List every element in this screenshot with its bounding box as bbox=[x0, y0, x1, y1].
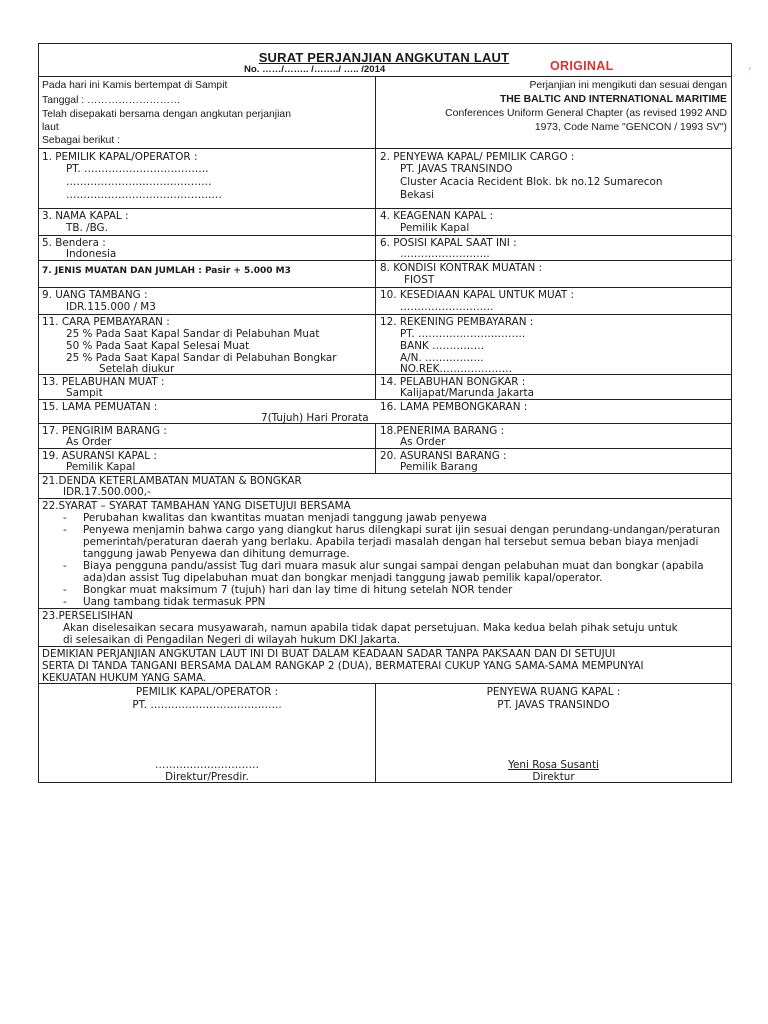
field-value: As Order bbox=[66, 436, 112, 448]
closing-line: KEKUATAN HUKUM YANG SAMA. bbox=[42, 672, 207, 683]
field-label: 2. PENYEWA KAPAL/ PEMILIK CARGO : bbox=[380, 151, 575, 163]
field-value: …………………………………… bbox=[66, 176, 212, 188]
signature-row bbox=[39, 684, 731, 782]
sign-name: Yeni Rosa Susanti bbox=[508, 759, 599, 771]
field-label: 13. PELABUHAN MUAT : bbox=[42, 376, 165, 388]
field-12 bbox=[376, 315, 731, 374]
field-value: FIOST bbox=[404, 274, 435, 286]
field-label: 19. ASURANSI KAPAL : bbox=[42, 450, 157, 462]
field-23 bbox=[39, 609, 731, 646]
field-value: PT. …………………………. bbox=[400, 328, 526, 340]
row-5-6 bbox=[39, 236, 731, 261]
field-label: 21.DENDA KETERLAMBATAN MUATAN & BONGKAR bbox=[42, 475, 302, 487]
field-value: …………………….. bbox=[400, 248, 490, 260]
field-19 bbox=[39, 449, 376, 473]
contract-form bbox=[38, 43, 732, 783]
field-2 bbox=[376, 149, 731, 208]
field-value: 25 % Pada Saat Kapal Sandar di Pelabuhan Muat bbox=[66, 328, 320, 340]
field-18 bbox=[376, 424, 731, 448]
field-17 bbox=[39, 424, 376, 448]
field-label: 5. Bendera : bbox=[42, 237, 106, 249]
field-label: 1. PEMILIK KAPAL/OPERATOR : bbox=[42, 151, 198, 163]
field-label: 20. ASURANSI BARANG : bbox=[380, 450, 507, 462]
field-value: Akan diselesaikan secara musyawarah, namun apabila tidak dapat persetujuan. Maka kedua belah pihak setuju untuk bbox=[63, 622, 678, 634]
field-value: 50 % Pada Saat Kapal Selesai Muat bbox=[66, 340, 250, 352]
field-22 bbox=[39, 499, 731, 608]
field-16 bbox=[376, 400, 731, 423]
syarat-item: - Biaya pengguna pandu/assist Tug dari muara masuk alur sungai sampai dengan pelabuhan muat dan bongkar (apabila ada)dan assist Tug dipelabuhan muat dan bongkar menjadi tanggung jawab pemilik kapal/operator. bbox=[39, 560, 721, 584]
field-value: ……………………… bbox=[400, 301, 494, 313]
field-value: PT. ……………………………… bbox=[66, 163, 209, 175]
field-value: di selesaikan di Pengadilan Negeri di wilayah hukum DKI Jakarta. bbox=[63, 634, 401, 646]
field-9 bbox=[39, 288, 376, 314]
field-21 bbox=[39, 474, 731, 498]
field-value: Pemilik Kapal bbox=[400, 222, 470, 234]
syarat-item: - Bongkar muat maksimum 7 (tujuh) hari dan lay time di hitung setelah NOR tender bbox=[39, 584, 721, 596]
row-13-14 bbox=[39, 375, 731, 400]
syarat-list bbox=[39, 512, 721, 608]
intro-left bbox=[39, 77, 376, 148]
intro-line: Conferences Uniform General Chapter (as revised 1992 AND bbox=[445, 108, 727, 119]
field-label: 14. PELABUHAN BONGKAR : bbox=[380, 376, 526, 388]
row-15-16 bbox=[39, 400, 731, 424]
field-4 bbox=[376, 209, 731, 235]
field-value: IDR.115.000 / M3 bbox=[66, 301, 156, 313]
sign-name: ………………………… bbox=[155, 759, 259, 771]
field-label: 9. UANG TAMBANG : bbox=[42, 289, 148, 301]
field-value: Cluster Acacia Recident Blok. bk no.12 Sumarecon bbox=[400, 176, 663, 188]
title-row bbox=[39, 44, 731, 77]
intro-line: Tanggal : ……………………… bbox=[42, 95, 181, 106]
sign-title: Direktur bbox=[532, 771, 575, 782]
row-21 bbox=[39, 474, 731, 499]
field-label: 22.SYARAT – SYARAT TAMBAHAN YANG DISETUJUI BERSAMA bbox=[42, 500, 351, 512]
intro-line: 1973, Code Name "GENCON / 1993 SV") bbox=[534, 122, 727, 133]
intro-line: Pada hari ini Kamis bertempat di Sampit bbox=[42, 80, 228, 91]
field-label: 11. CARA PEMBAYARAN : bbox=[42, 316, 170, 328]
intro-row bbox=[39, 77, 731, 149]
sign-title: Direktur/Presdir. bbox=[165, 771, 249, 782]
closing-line: DEMIKIAN PERJANJIAN ANGKUTAN LAUT INI DI BUAT DALAM KEADAAN SADAR TANPA PAKSAAN DAN DI SETUJUI bbox=[42, 648, 616, 660]
row-9-10 bbox=[39, 288, 731, 315]
row-7-8 bbox=[39, 261, 731, 288]
row-11-12 bbox=[39, 315, 731, 375]
row-17-18 bbox=[39, 424, 731, 449]
field-6 bbox=[376, 236, 731, 260]
field-label: 6. POSISI KAPAL SAAT INI : bbox=[380, 237, 517, 249]
field-13 bbox=[39, 375, 376, 399]
field-value: Pemilik Barang bbox=[400, 461, 478, 473]
field-label: 12. REKENING PEMBAYARAN : bbox=[380, 316, 534, 328]
field-value: Bekasi bbox=[400, 189, 435, 201]
field-label: 18.PENERIMA BARANG : bbox=[380, 425, 505, 437]
signature-owner bbox=[39, 684, 376, 782]
field-value: As Order bbox=[400, 436, 446, 448]
intro-line: Perjanjian ini mengikuti dan sesuai dengan bbox=[529, 80, 727, 91]
row-23 bbox=[39, 609, 731, 647]
sign-role: PENYEWA RUANG KAPAL : bbox=[486, 686, 621, 698]
field-label: 23.PERSELISIHAN bbox=[42, 610, 133, 622]
sign-company: PT. JAVAS TRANSINDO bbox=[497, 699, 610, 711]
field-7 bbox=[39, 261, 376, 287]
field-label: 4. KEAGENAN KAPAL : bbox=[380, 210, 494, 222]
field-20 bbox=[376, 449, 731, 473]
field-8 bbox=[376, 261, 731, 287]
signature-charterer bbox=[376, 684, 731, 782]
syarat-item: - Uang tambang tidak termasuk PPN bbox=[39, 596, 721, 608]
field-value: ……………………………………… bbox=[66, 189, 222, 201]
intro-line: laut bbox=[42, 122, 59, 133]
field-value: Pemilik Kapal bbox=[66, 461, 136, 473]
field-5 bbox=[39, 236, 376, 260]
field-1 bbox=[39, 149, 376, 208]
field-11 bbox=[39, 315, 376, 374]
field-value: BANK …………… bbox=[400, 340, 485, 352]
field-label: 15. LAMA PEMUATAN : bbox=[42, 401, 158, 413]
field-value: A/N. …………….. bbox=[400, 352, 484, 364]
field-value: IDR.17.500.000,- bbox=[63, 486, 151, 498]
field-14 bbox=[376, 375, 731, 399]
document-number: No. ……/…….. /……../ ….. /2014 bbox=[244, 64, 386, 75]
field-3 bbox=[39, 209, 376, 235]
closing-row bbox=[39, 647, 731, 684]
field-value: PT. JAVAS TRANSINDO bbox=[400, 163, 513, 175]
intro-line: Sebagai berikut : bbox=[42, 135, 120, 146]
field-value: Sampit bbox=[66, 387, 103, 399]
closing-statement bbox=[39, 647, 731, 683]
red-mark: ' bbox=[749, 66, 751, 76]
intro-right bbox=[376, 77, 731, 148]
sign-role: PEMILIK KAPAL/OPERATOR : bbox=[135, 686, 279, 698]
field-value: 7(Tujuh) Hari Prorata bbox=[261, 412, 369, 423]
closing-line: SERTA DI TANDA TANGANI BERSAMA DALAM RANGKAP 2 (DUA), BERMATERAI CUKUP YANG SAMA-SAMA MEMPUNYAI bbox=[42, 660, 644, 672]
row-1-2 bbox=[39, 149, 731, 209]
syarat-item: - Perubahan kwalitas dan kwantitas muatan menjadi tanggung jawab penyewa bbox=[39, 512, 721, 524]
field-10 bbox=[376, 288, 731, 314]
field-label: 10. KESEDIAAN KAPAL UNTUK MUAT : bbox=[380, 289, 575, 301]
intro-line: Telah disepakati bersama dengan angkutan perjanjian bbox=[42, 109, 291, 120]
row-19-20 bbox=[39, 449, 731, 474]
field-label: 8. KONDISI KONTRAK MUATAN : bbox=[380, 262, 543, 274]
field-label: 7. JENIS MUATAN DAN JUMLAH : Pasir + 5.000 M3 bbox=[42, 266, 291, 276]
document-title: SURAT PERJANJIAN ANGKUTAN LAUT bbox=[258, 50, 510, 65]
row-22 bbox=[39, 499, 731, 609]
field-value: Kalijapat/Marunda Jakarta bbox=[400, 387, 534, 399]
intro-line: THE BALTIC AND INTERNATIONAL MARITIME bbox=[499, 94, 727, 105]
field-label: 3. NAMA KAPAL : bbox=[42, 210, 129, 222]
field-value: Setelah diukur bbox=[99, 363, 175, 374]
field-value: 25 % Pada Saat Kapal Sandar di Pelabuhan Bongkar bbox=[66, 352, 337, 364]
sign-company: PT. ……………………………….. bbox=[132, 699, 282, 711]
field-value: NO.REK………………… bbox=[400, 363, 513, 374]
field-label: 17. PENGIRIM BARANG : bbox=[42, 425, 167, 437]
row-3-4 bbox=[39, 209, 731, 236]
field-label: 16. LAMA PEMBONGKARAN : bbox=[380, 401, 528, 413]
field-value: TB. /BG. bbox=[66, 222, 108, 234]
field-15 bbox=[39, 400, 376, 423]
field-value: Indonesia bbox=[66, 248, 117, 260]
original-stamp: ORIGINAL bbox=[550, 59, 614, 73]
syarat-item: - Penyewa menjamin bahwa cargo yang diangkut harus dilengkapi surat ijin sesuai dengan perundang-undangan/peraturan pemerintah/peraturan daerah yang berlaku. Apabila terjadi masalah dengan hal tersebut semua beban biaya menjadi tanggung jawab Penyewa dan dihitung demurrage. bbox=[39, 524, 721, 560]
